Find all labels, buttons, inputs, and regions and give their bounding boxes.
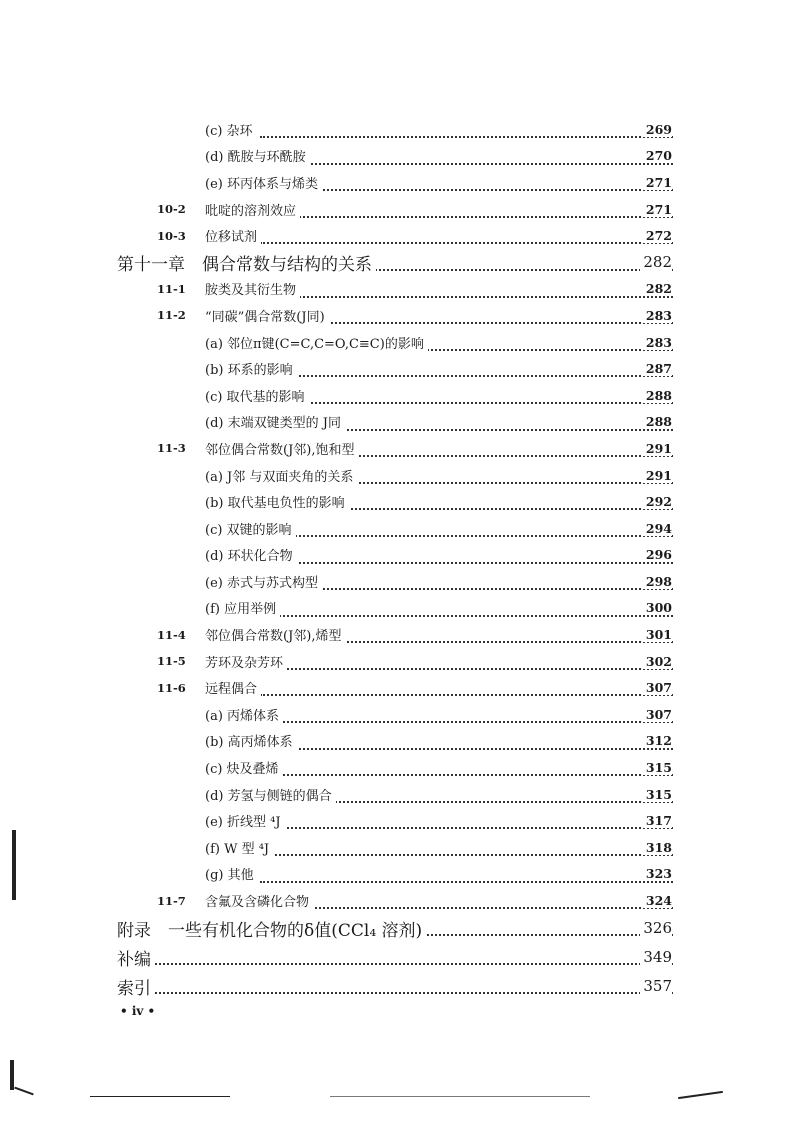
dot-leader: [130, 951, 673, 965]
section-number: 11-7: [157, 893, 186, 908]
page-number: 269: [643, 122, 672, 137]
dot-leader: [260, 709, 673, 723]
entry-title: 第十一章 偶合常数与结构的关系: [117, 250, 376, 275]
scan-bottom-line: [90, 1096, 230, 1097]
entry-title: (d) 环状化合物: [205, 545, 297, 564]
dot-leader: [260, 390, 673, 404]
page-number: 302: [643, 654, 672, 669]
entry-title: (b) 高丙烯体系: [205, 731, 297, 750]
entry-title: (a) 邻位π键(C=C,C=O,C≡C)的影响: [205, 333, 428, 352]
toc-subsection-entry: [0, 568, 793, 595]
section-number: 11-4: [157, 627, 186, 642]
dot-leader: [260, 656, 673, 670]
page-number: 298: [643, 574, 672, 589]
page-number: 312: [643, 733, 672, 748]
dot-leader: [260, 550, 673, 564]
toc-subsection-entry: [0, 462, 793, 489]
scan-edge-mark: [10, 1060, 14, 1090]
toc-section-entry: [0, 435, 793, 462]
toc-section-entry: [0, 674, 793, 701]
toc-subsection-entry: [0, 754, 793, 781]
page-number: 283: [643, 335, 672, 350]
entry-title: 吡啶的溶剂效应: [205, 200, 300, 219]
dot-leader: [260, 230, 673, 244]
dot-leader: [260, 762, 673, 776]
page-number: 283: [643, 308, 672, 323]
page-number: 292: [643, 494, 672, 509]
page-number: 272: [643, 228, 672, 243]
toc-subsection-entry: [0, 861, 793, 888]
entry-title: 含氟及含磷化合物: [205, 891, 313, 910]
entry-title: (g) 其他: [205, 864, 258, 883]
toc-subsection-entry: [0, 488, 793, 515]
scan-bottom-line: [330, 1096, 590, 1097]
section-number: 11-2: [157, 308, 186, 323]
entry-title: (d) 芳氢与侧链的偶合: [205, 785, 336, 804]
toc-subsection-entry: [0, 728, 793, 755]
page-number: 315: [643, 787, 672, 802]
dot-leader: [260, 603, 673, 617]
entry-title: 索引: [117, 974, 155, 999]
entry-title: 附录 一些有机化合物的δ值(CCl₄ 溶剂): [117, 916, 426, 941]
page-number: 271: [643, 175, 672, 190]
toc-subsection-entry: [0, 781, 793, 808]
entry-title: (e) 折线型 ⁴J: [205, 811, 285, 830]
entry-title: (f) W 型 ⁴J: [205, 838, 273, 857]
page-number: • iv •: [120, 1004, 156, 1018]
page-number: 349: [640, 948, 672, 966]
section-number: 11-6: [157, 680, 186, 695]
page-number: 326: [640, 919, 672, 937]
entry-title: 补编: [117, 945, 155, 970]
toc-chapter-entry: [0, 914, 793, 943]
dot-leader: [260, 815, 673, 829]
entry-title: (a) 丙烯体系: [205, 705, 283, 724]
entry-title: 远程偶合: [205, 678, 261, 697]
dot-leader: [260, 363, 673, 377]
entry-title: 胺类及其衍生物: [205, 279, 300, 298]
section-number: 10-2: [157, 202, 186, 217]
page-number: 291: [643, 441, 672, 456]
toc-section-entry: [0, 222, 793, 249]
entry-title: (d) 酰胺与环酰胺: [205, 146, 310, 165]
page-number: 288: [643, 414, 672, 429]
toc-subsection-entry: [0, 807, 793, 834]
page-number: 300: [643, 600, 672, 615]
dot-leader: [260, 842, 673, 856]
entry-title: (b) 环系的影响: [205, 359, 297, 378]
page-number: 318: [643, 840, 672, 855]
entry-title: 邻位偶合常数(J邻),烯型: [205, 625, 346, 644]
toc-section-entry: [0, 887, 793, 914]
toc-subsection-entry: [0, 834, 793, 861]
toc-chapter-entry: [0, 972, 793, 1001]
dot-leader: [260, 284, 673, 298]
toc-subsection-entry: [0, 382, 793, 409]
entry-title: 芳环及杂芳环: [205, 652, 287, 671]
dot-leader: [260, 523, 673, 537]
entry-title: “同碳”偶合常数(J同): [205, 306, 329, 325]
toc-subsection-entry: [0, 595, 793, 622]
toc-subsection-entry: [0, 169, 793, 196]
page-number: 291: [643, 468, 672, 483]
toc-subsection-entry: [0, 355, 793, 382]
page-number: 270: [643, 148, 672, 163]
page-number: 324: [643, 893, 672, 908]
table-of-contents: [0, 116, 793, 1001]
page-number: 307: [643, 680, 672, 695]
toc-section-entry: [0, 276, 793, 303]
page-number: 282: [640, 253, 672, 271]
entry-title: (e) 赤式与苏式构型: [205, 572, 322, 591]
page-number: 282: [643, 281, 672, 296]
toc-section-entry: [0, 196, 793, 223]
toc-subsection-entry: [0, 515, 793, 542]
entry-title: (c) 炔及叠烯: [205, 758, 283, 777]
dot-leader: [260, 895, 673, 909]
page-number: 307: [643, 707, 672, 722]
entry-title: (c) 双键的影响: [205, 519, 296, 538]
page-number: 271: [643, 202, 672, 217]
toc-chapter-entry: [0, 943, 793, 972]
section-number: 11-1: [157, 281, 186, 296]
entry-title: (f) 应用举例: [205, 598, 280, 617]
scan-bottom-line: [678, 1091, 723, 1099]
page-number: 287: [643, 361, 672, 376]
toc-section-entry: [0, 302, 793, 329]
scan-bottom-line: [14, 1087, 33, 1096]
entry-title: (a) J邻 与双面夹角的关系: [205, 466, 357, 485]
page-number: 323: [643, 866, 672, 881]
dot-leader: [130, 980, 673, 994]
scan-edge-mark: [12, 830, 16, 900]
section-number: 11-5: [157, 654, 186, 669]
entry-title: 位移试剂: [205, 226, 261, 245]
page-number: 301: [643, 627, 672, 642]
section-number: 11-3: [157, 441, 186, 456]
entry-title: 邻位偶合常数(J邻),饱和型: [205, 439, 359, 458]
toc-subsection-entry: [0, 542, 793, 569]
entry-title: (d) 末端双键类型的 J同: [205, 412, 345, 431]
toc-chapter-entry: [0, 249, 793, 276]
toc-subsection-entry: [0, 329, 793, 356]
toc-section-entry: [0, 648, 793, 675]
entry-title: (e) 环丙体系与烯类: [205, 173, 322, 192]
dot-leader: [260, 736, 673, 750]
page-number: 317: [643, 813, 672, 828]
dot-leader: [260, 151, 673, 165]
toc-subsection-entry: [0, 409, 793, 436]
page-number: 357: [640, 977, 672, 995]
entry-title: (b) 取代基电负性的影响: [205, 492, 349, 511]
toc-subsection-entry: [0, 116, 793, 143]
dot-leader: [260, 204, 673, 218]
dot-leader: [260, 682, 673, 696]
entry-title: (c) 杂环: [205, 120, 257, 139]
dot-leader: [260, 869, 673, 883]
page-number: 288: [643, 388, 672, 403]
section-number: 10-3: [157, 228, 186, 243]
entry-title: (c) 取代基的影响: [205, 386, 309, 405]
toc-subsection-entry: [0, 143, 793, 170]
page-number: 294: [643, 521, 672, 536]
page-number: 315: [643, 760, 672, 775]
page-number: 296: [643, 547, 672, 562]
toc-section-entry: [0, 621, 793, 648]
toc-subsection-entry: [0, 701, 793, 728]
dot-leader: [260, 124, 673, 138]
